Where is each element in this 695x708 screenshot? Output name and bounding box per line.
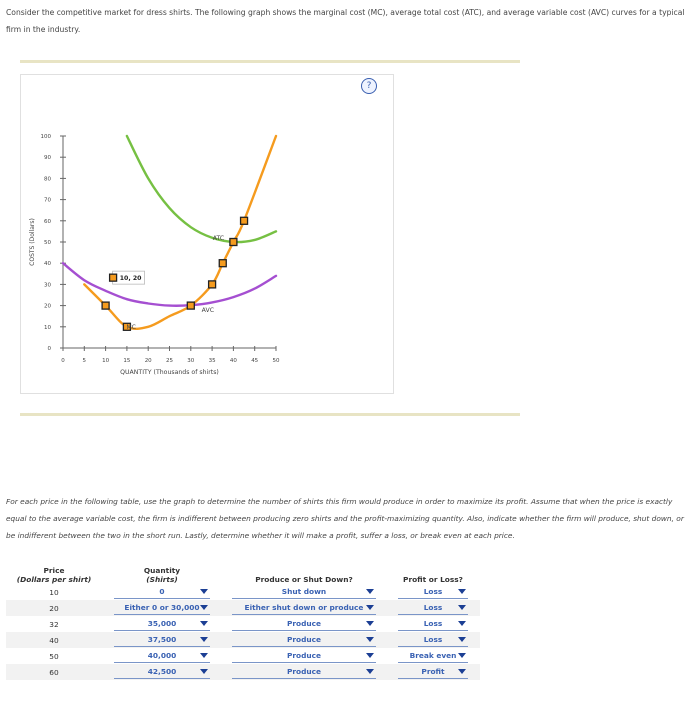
profit-select-value: Profit: [421, 667, 445, 676]
dropdown-arrow-icon: [458, 605, 466, 610]
price-header-unit: (Dollars per shirt): [16, 575, 92, 584]
profit-cell: [386, 648, 480, 664]
dropdown-arrow-icon: [458, 669, 466, 674]
quantity-select-value: 0: [159, 587, 165, 596]
x-tick-label: 20: [144, 358, 152, 364]
dropdown-arrow-icon: [366, 621, 374, 626]
table-row: [6, 632, 480, 648]
decision-select-value: Produce: [286, 651, 322, 660]
y-tick-label: 30: [44, 282, 51, 289]
dropdown-arrow-icon: [200, 621, 208, 626]
price-cell: 60: [6, 664, 102, 680]
quantity-cell: [102, 664, 222, 680]
decision-cell: [222, 600, 386, 616]
x-tick-label: 5: [82, 358, 87, 364]
quantity-header: [102, 566, 222, 584]
price-cell: 20: [6, 600, 102, 616]
mc-curve: [84, 136, 276, 329]
profit-select-value: Loss: [423, 635, 443, 644]
dropdown-arrow-icon: [366, 605, 374, 610]
y-tick-label: 10: [44, 324, 51, 331]
y-tick-label: 0: [47, 346, 51, 352]
dropdown-arrow-icon: [458, 653, 466, 658]
dropdown-arrow-icon: [366, 669, 374, 674]
price-header: [6, 566, 102, 584]
intro-text: Consider the competitive market for dress shirts. The following graph shows the marginal cost (MC), average total cost (ATC), and average variable cost (AVC) curves for a typical firm in the industry.: [6, 8, 685, 34]
quantity-header-title: Quantity: [143, 566, 181, 575]
decision-select-value: Produce: [286, 635, 322, 644]
profit-select[interactable]: [398, 633, 468, 647]
x-tick-label: 15: [123, 358, 131, 364]
y-tick-label: 40: [44, 261, 51, 268]
decision-select[interactable]: [232, 601, 376, 615]
data-point-marker: [241, 217, 248, 224]
x-tick-label: 25: [166, 358, 173, 364]
instructions-text: For each price in the following table, use the graph to determine the number of shirts this firm would produce in order to maximize its profit. Assume that when the price is exactly equal to the average variable cost, the firm is indifferent between producing zero shirts and the profit-maximizing quantity. Also, indicate whether the firm will produce, shut down, or be indifferent between the two in the short run. Lastly, determine whether it will make a profit, suffer a loss, or break even at each price.: [6, 497, 684, 540]
quantity-select[interactable]: [114, 633, 210, 647]
data-point-marker: [187, 302, 194, 309]
chart-curves: [63, 136, 276, 329]
decision-select-value: Shut down: [281, 587, 327, 596]
profit-cell: [386, 600, 480, 616]
price-cell: 50: [49, 651, 59, 661]
atc-curve: [127, 136, 276, 242]
data-point-marker: [102, 302, 109, 309]
decision-select[interactable]: [232, 649, 376, 663]
decision-select-value: Produce: [286, 619, 322, 628]
point-label-text: 10, 20: [119, 275, 142, 283]
quantity-select-value: 35,000: [147, 619, 177, 628]
quantity-select[interactable]: [114, 665, 210, 679]
profit-select-value: Loss: [423, 619, 443, 628]
table-row: [6, 600, 480, 616]
table-row: [6, 648, 480, 664]
quantity-cell: [102, 600, 222, 616]
profit-header: [386, 566, 480, 584]
x-tick-label: 30: [187, 358, 195, 364]
decision-select[interactable]: [232, 665, 376, 679]
data-point-marker: [230, 239, 237, 246]
price-cell: 10: [49, 587, 59, 597]
decision-select[interactable]: [232, 585, 376, 599]
quantity-select-value: 40,000: [147, 651, 177, 660]
table-row: [6, 584, 480, 600]
atc-label: ATC: [212, 234, 225, 242]
avc-curve: [63, 263, 276, 306]
point-label-marker: [110, 274, 117, 281]
decision-select[interactable]: [232, 617, 376, 631]
bottom-divider: [20, 413, 520, 416]
answer-table: [6, 566, 480, 680]
table-row: [6, 616, 480, 632]
quantity-cell: [102, 616, 222, 632]
data-point-marker: [209, 281, 216, 288]
quantity-select-value: Either 0 or 30,000: [124, 603, 200, 612]
mc-label: MC: [126, 323, 136, 331]
chart-axes: [29, 134, 280, 376]
price-cell: 40: [6, 632, 102, 648]
quantity-cell: [102, 632, 222, 648]
decision-select[interactable]: [232, 633, 376, 647]
dropdown-arrow-icon: [200, 637, 208, 642]
price-header-title: Price: [43, 566, 65, 575]
decision-select-value: Produce: [286, 667, 322, 676]
y-tick-label: 50: [44, 240, 51, 246]
x-tick-label: 10: [102, 358, 110, 364]
avc-label: AVC: [201, 306, 215, 314]
decision-header: [222, 566, 386, 584]
profit-select[interactable]: [398, 665, 468, 679]
dropdown-arrow-icon: [458, 621, 466, 626]
profit-select[interactable]: [398, 601, 468, 615]
y-tick-label: 20: [44, 303, 51, 310]
profit-select-value: Loss: [423, 587, 443, 596]
dropdown-arrow-icon: [366, 637, 374, 642]
dropdown-arrow-icon: [200, 653, 208, 658]
quantity-select[interactable]: [114, 585, 210, 599]
profit-select[interactable]: [398, 649, 468, 663]
quantity-cell: [102, 648, 222, 664]
y-tick-label: 100: [40, 134, 51, 140]
quantity-header-unit: (Shirts): [146, 575, 178, 584]
quantity-select-value: 37,500: [147, 635, 177, 644]
quantity-select[interactable]: [114, 649, 210, 663]
x-tick-label: 45: [251, 358, 259, 364]
dropdown-arrow-icon: [458, 637, 466, 642]
profit-cell: [386, 664, 480, 680]
quantity-select[interactable]: [114, 617, 210, 631]
x-axis-label: QUANTITY (Thousands of shirts): [120, 369, 219, 376]
data-point-marker: [219, 260, 226, 267]
profit-select-value: Break even: [409, 651, 457, 660]
profit-select[interactable]: [398, 585, 468, 599]
table-row: [6, 664, 480, 680]
y-axis-label: COSTS (Dollars): [29, 218, 36, 266]
decision-cell: [222, 616, 386, 632]
decision-cell: [222, 648, 386, 664]
dropdown-arrow-icon: [200, 669, 208, 674]
profit-select[interactable]: [398, 617, 468, 631]
x-tick-label: 40: [229, 358, 237, 364]
decision-cell: [222, 584, 386, 600]
help-icon[interactable]: ?: [361, 78, 377, 94]
dropdown-arrow-icon: [200, 605, 208, 610]
y-tick-label: 60: [44, 218, 51, 225]
quantity-select-value: 42,500: [147, 667, 177, 676]
profit-cell: [386, 584, 480, 600]
profit-cell: [386, 616, 480, 632]
y-tick-label: 90: [44, 155, 51, 162]
quantity-select[interactable]: [114, 601, 210, 615]
dropdown-arrow-icon: [366, 653, 374, 658]
price-cell: 32: [49, 619, 59, 629]
decision-cell: [222, 664, 386, 680]
x-tick-label: 50: [272, 358, 280, 364]
decision-select-value: Either shut down or produce: [244, 603, 364, 612]
dropdown-arrow-icon: [200, 589, 208, 594]
decision-header-title: Produce or Shut Down?: [255, 575, 353, 584]
x-tick-label: 0: [61, 358, 65, 364]
profit-select-value: Loss: [423, 603, 443, 612]
quantity-cell: [102, 584, 222, 600]
dropdown-arrow-icon: [366, 589, 374, 594]
y-tick-label: 80: [44, 176, 51, 183]
dropdown-arrow-icon: [458, 589, 466, 594]
profit-cell: [386, 632, 480, 648]
decision-cell: [222, 632, 386, 648]
x-tick-label: 35: [208, 358, 216, 364]
y-tick-label: 70: [44, 197, 51, 204]
profit-header-title: Profit or Loss?: [403, 575, 463, 584]
